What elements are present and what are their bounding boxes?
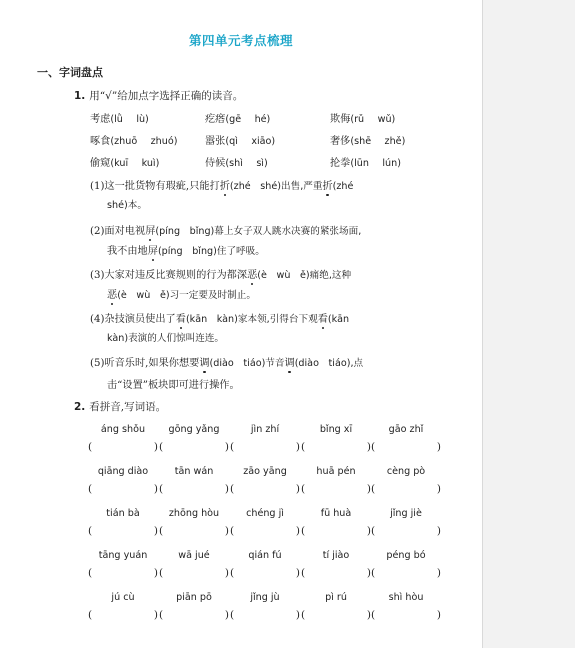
answer-box[interactable]: ( ) xyxy=(301,567,371,579)
section-heading: 一、字词盘点 xyxy=(37,66,103,79)
pinyin-word: tāng yuán xyxy=(98,550,148,561)
choice-item: 考虑(lǜ lù) xyxy=(90,114,149,125)
choice-item: 奢侈(shē zhě) xyxy=(330,136,406,147)
answer-box[interactable]: ( ) xyxy=(88,483,158,495)
choice-item: 侍候(shì sì) xyxy=(205,158,268,169)
choice-item: 欺侮(rǔ wǔ) xyxy=(330,114,396,125)
choice-item: 疙瘩(gē hé) xyxy=(205,114,271,125)
answer-box[interactable]: ( ) xyxy=(88,567,158,579)
sentence-5-line-1: (5)听音乐时,如果你想要调(diào tiáo)节音调(diào tiáo),点 xyxy=(90,354,363,369)
pinyin-word: zhōng hòu xyxy=(168,508,220,519)
question-1-heading xyxy=(74,88,243,103)
answer-box[interactable]: ( ) xyxy=(230,525,300,537)
pinyin-word: jǐng jù xyxy=(250,592,280,603)
pinyin-word: tí jiào xyxy=(322,550,350,561)
sentence-4-line-1: (4)杂技演员使出了看(kān kàn)家本领,引得台下观看(kān xyxy=(90,310,349,325)
answer-box[interactable]: ( ) xyxy=(371,483,441,495)
answer-box[interactable]: ( ) xyxy=(230,567,300,579)
pinyin-word: chéng jì xyxy=(246,508,284,519)
sentence-4-line-2: kàn)表演的人们惊叫连连。 xyxy=(107,333,225,344)
pinyin-word: tián bà xyxy=(106,508,140,519)
pinyin-word: zāo yāng xyxy=(243,466,287,477)
answer-box[interactable]: ( ) xyxy=(371,609,441,621)
answer-box[interactable]: ( ) xyxy=(159,567,229,579)
pinyin-word: huā pén xyxy=(316,466,356,477)
sentence-1-line-2: shé)本。 xyxy=(107,200,147,211)
question-number: 2. xyxy=(74,401,86,413)
choice-item: 偷窥(kuī kuì) xyxy=(90,158,160,169)
answer-box[interactable]: ( ) xyxy=(230,483,300,495)
answer-box[interactable]: ( ) xyxy=(88,609,158,621)
pinyin-word: cèng pò xyxy=(386,466,426,477)
pinyin-word: péng bó xyxy=(386,550,426,561)
pinyin-word: tān wán xyxy=(174,466,214,477)
pinyin-word: bǐng xī xyxy=(319,424,353,435)
pinyin-word: jìn zhí xyxy=(250,424,280,435)
pinyin-word: qián fú xyxy=(248,550,282,561)
choice-item: 抡拳(lūn lún) xyxy=(330,158,401,169)
sentence-2-line-1: (2)面对电视屏(píng bǐng)幕上女子双人跳水决赛的紧张场面, xyxy=(90,222,361,237)
pinyin-word: fū huà xyxy=(320,508,352,519)
sentence-3-line-2: 恶(è wù ě)习一定要及时制止。 xyxy=(107,286,256,301)
question-text: 看拼音,写词语。 xyxy=(89,401,167,413)
sentence-3-line-1: (3)大家对违反比赛规则的行为都深恶(è wù ě)痛绝,这种 xyxy=(90,266,351,281)
sentence-1-line-1: (1)这一批货物有瑕疵,只能打折(zhé shé)出售,严重折(zhé xyxy=(90,177,353,192)
answer-box[interactable]: ( ) xyxy=(159,609,229,621)
answer-box[interactable]: ( ) xyxy=(230,441,300,453)
answer-box[interactable]: ( ) xyxy=(301,441,371,453)
pinyin-word: gāo zhǐ xyxy=(388,424,424,435)
pinyin-word: jǐng jiè xyxy=(390,508,422,519)
sentence-5-line-2: 击“设置”板块即可进行操作。 xyxy=(107,380,240,391)
answer-box[interactable]: ( ) xyxy=(371,441,441,453)
pinyin-word: qiāng diào xyxy=(97,466,149,477)
answer-box[interactable]: ( ) xyxy=(230,609,300,621)
sentence-2-line-2: 我不由地屏(píng bǐng)住了呼吸。 xyxy=(107,242,265,257)
pinyin-word: áng shǒu xyxy=(100,424,146,435)
pinyin-word: shì hòu xyxy=(388,592,424,603)
question-2-heading xyxy=(74,399,166,414)
answer-box[interactable]: ( ) xyxy=(371,567,441,579)
choice-item: 嚣张(qì xiāo) xyxy=(205,136,276,147)
answer-box[interactable]: ( ) xyxy=(301,525,371,537)
answer-box[interactable]: ( ) xyxy=(159,525,229,537)
pinyin-word: jú cù xyxy=(111,592,135,603)
answer-box[interactable]: ( ) xyxy=(301,483,371,495)
answer-box[interactable]: ( ) xyxy=(301,609,371,621)
pinyin-word: pì rú xyxy=(325,592,347,603)
question-text: 用“√”给加点字选择正确的读音。 xyxy=(89,90,244,102)
answer-box[interactable]: ( ) xyxy=(371,525,441,537)
pinyin-word: piān pō xyxy=(176,592,212,603)
answer-box[interactable]: ( ) xyxy=(159,483,229,495)
answer-box[interactable]: ( ) xyxy=(159,441,229,453)
pinyin-word: wā jué xyxy=(178,550,210,561)
pinyin-word: gōng yǎng xyxy=(168,424,220,435)
page-title: 第四单元考点梳理 xyxy=(188,33,293,48)
answer-box[interactable]: ( ) xyxy=(88,441,158,453)
answer-box[interactable]: ( ) xyxy=(88,525,158,537)
choice-item: 啄食(zhuō zhuó) xyxy=(90,136,178,147)
side-panel xyxy=(482,0,575,648)
question-number: 1. xyxy=(74,90,86,102)
